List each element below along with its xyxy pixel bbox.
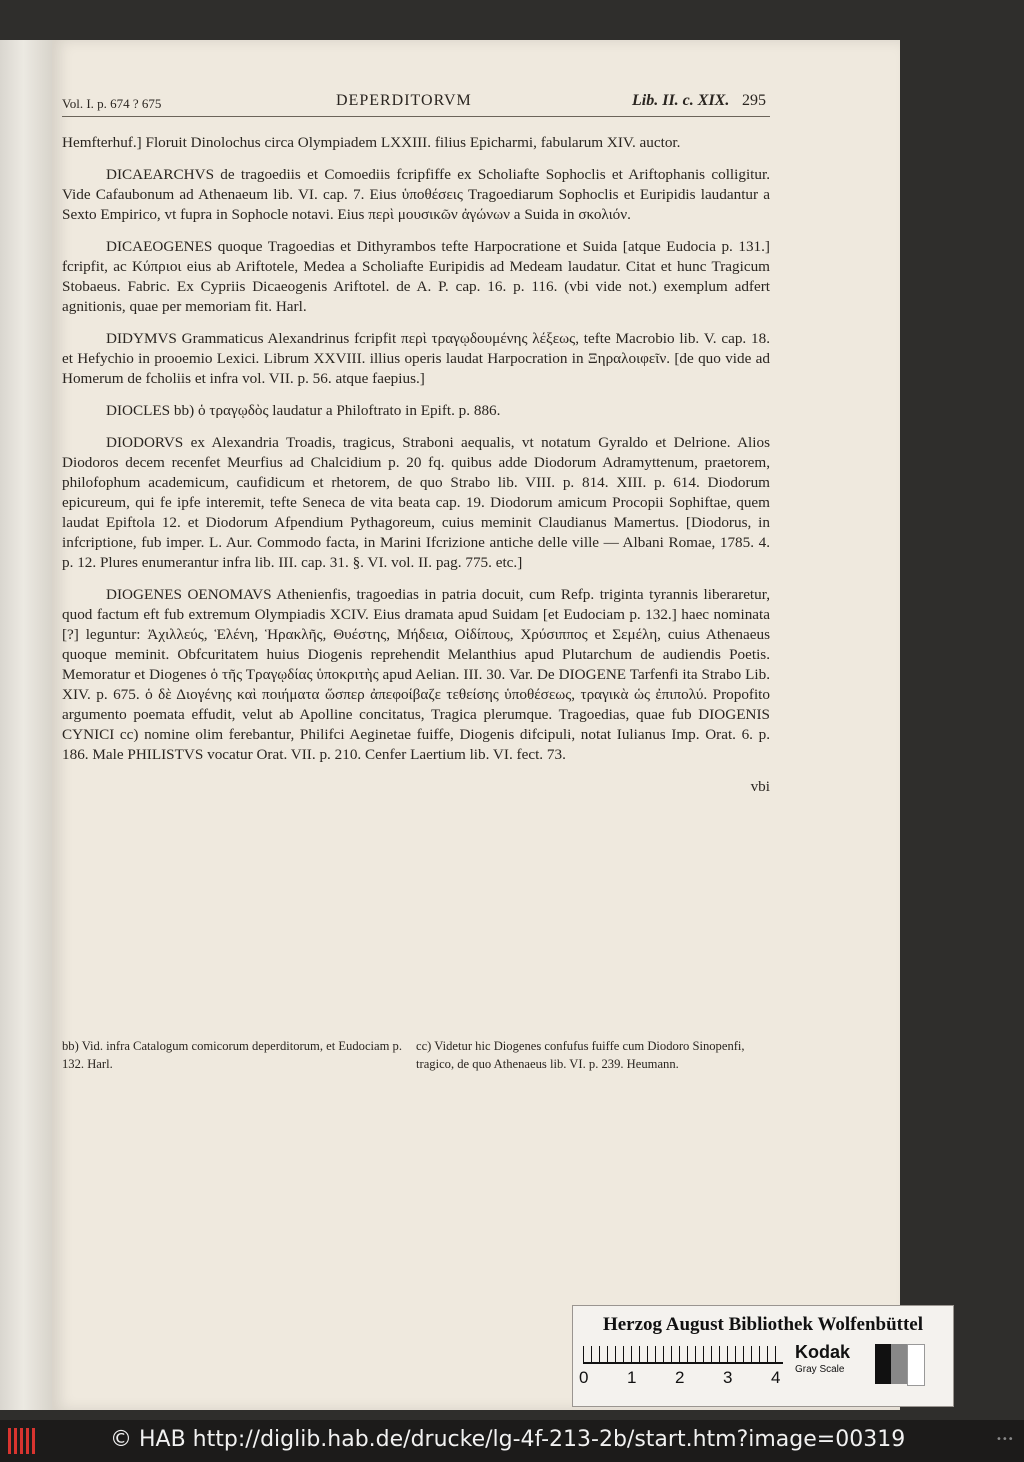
paragraph: DICAEARCHVS de tragoediis et Comoediis fcripfiffe ex Scholiafte Sophoclis et Ariftophanis colligitur. Vide Cafaubonum ad Athenaeum lib. VI. cap. 7. Eius ὑποθέσεις Tragoediarum Sophoclis et Euripidis laudantur a Sexto Empirico, vt fupra in Sophocle notavi. Eius περὶ μουσικῶν ἀγώνων a Suida in σκολιόν. xyxy=(62,166,770,223)
main-text xyxy=(62,133,770,1013)
header-book-chapter: Lib. II. c. XIX. xyxy=(632,92,730,109)
library-name: Herzog August Bibliothek Wolfenbüttel xyxy=(602,1314,924,1335)
copyright-url[interactable]: © HAB http://diglib.hab.de/drucke/lg-4f-213-2b/start.htm?image=00319 xyxy=(110,1427,906,1452)
footnote-cc: cc) Videtur hic Diogenes confufus fuiffe cum Diodoro Sinopenfi, tragico, de quo Athenaeus lib. VI. p. 239. Heumann. xyxy=(416,1039,745,1071)
catchword: vbi xyxy=(750,778,770,795)
scale-number: 1 xyxy=(627,1368,637,1387)
gray-swatch-white xyxy=(907,1344,925,1386)
gray-swatch-mid xyxy=(891,1344,907,1384)
paragraph: DIDYMVS Grammaticus Alexandrinus fcripfit περὶ τραγῳδουμένης λέξεως, tefte Macrobio lib. V. cap. 18. et Hefychio in prooemio Lexici. Librum XXVIII. illius operis laudat Harpocration in Ξηραλοιφεῖν. [de quo vide ad Homerum de fcholiis et infra vol. VII. p. 56. atque faepius.] xyxy=(62,330,770,387)
gray-swatch-black xyxy=(875,1344,891,1384)
paragraph: DIODORVS ex Alexandria Troadis, tragicus, Straboni aequalis, vt notatum Gyraldo et Delrione. Alios Diodoros decem recenfet Meurfius ad Chalcidium p. 20 fq. quibus adde Diodorum Adramyttenum, praetorem, philofophum academicum, caufidicum et rhetorem, de quo Strabo lib. VIII. p. 814. XIII. p. 614. Diodorum epicureum, qui fe ipfe interemit, tefte Seneca de vita beata cap. 19. Diodorum amicum Procopii Sophiftae, quem laudat Epiftola 12. et Diodorum Afpendium Pythagoreum, cuius meminit Claudianus Mamertus. [Diodorus, in infcriptione, fub imper. L. Aur. Commodo facta, in Marini Ifcrizione antiche delle ville — Albani Romae, 1785. 4. p. 12. Plures enumerantur infra lib. III. cap. 31. §. VI. vol. II. pag. 775. etc.] xyxy=(62,434,770,571)
library-color-scale-label xyxy=(572,1305,954,1407)
ellipsis-icon: ••• xyxy=(996,1434,1014,1445)
kodak-brand: Kodak xyxy=(795,1342,851,1362)
header-rule xyxy=(62,116,770,117)
running-header xyxy=(62,92,770,114)
left-page-edge xyxy=(0,40,54,1410)
paragraph: DIOGENES OENOMAVS Athenienfis, tragoedias in patria docuit, cum Refp. triginta tyrannis liberaretur, quod factum eft fub extremum Olympiadis XCIV. Eius dramata apud Suidam [et Eudociam p. 132.] haec nominata [?] leguntur: Ἀχιλλεύς, Ἑλένη, Ἡρακλῆς, Θυέστης, Μήδεια, Οἰδίπους, Χρύσιππος et Σεμέλη, cuius Athenaeus quoque meminit. Obfcuritatem huius Diogenis reprehendit Melanthius apud Plutarchum de audiendis Poetis. Memoratur et Diogenes ὁ τῆς Τραγῳδίας ὑποκριτὴς apud Aelian. III. 30. Var. De DIOGENE Tarfenfi ita Strabo Lib. XIV. p. 675. ὁ δὲ Διογένης καὶ ποιήματα ὥσπερ ἀπεφοίβαζε τεθείσης ὑποθέσεως, τραγικὰ ὡς ἐπιπολύ. Propofito argumento poemata effudit, velut ab Apolline concitatus, Tragica plerumque. Tragoedias, quae fub DIOGENIS CYNICI cc) nomine olim ferebantur, Philifci Aeginetae fuiffe, Diogenis difcipuli, notat Iulianus Imp. Orat. 6. p. 186. Male PHILISTVS vocatur Orat. VII. p. 210. Cenfer Laertium lib. VI. fect. 73. xyxy=(62,586,770,763)
header-volume-ref: Vol. I. p. 674 ? 675 xyxy=(62,96,162,111)
footnote-bb: bb) Vid. infra Catalogum comicorum deperditorum, et Eudociam p. 132. Harl. xyxy=(62,1039,403,1071)
hab-logo-icon xyxy=(8,1428,38,1454)
page-number: 295 xyxy=(742,92,766,109)
gray-scale-caption: Gray Scale xyxy=(795,1364,845,1375)
paragraph: DICAEOGENES quoque Tragoedias et Dithyrambos tefte Harpocratione et Suida [atque Eudocia p. 131.] fcripfit, ac Κύπριοι eius ab Ariftotele, Medea a Scholiafte Euripidis ad Medeam laudatur. Citat et hunc Tragicum Stobaeus. Fabric. Ex Cypriis Dicaeogenis Ariftotel. de A. P. cap. 16. p. 116. (vbi vide not.) exemplum adfert agnitionis, quae per memoriam fit. Harl. xyxy=(62,238,770,315)
scale-number: 4 xyxy=(771,1368,781,1387)
scale-number: 3 xyxy=(723,1368,733,1387)
header-title: DEPERDITORVM xyxy=(336,92,472,109)
scale-number: 2 xyxy=(675,1368,685,1387)
footer-bar xyxy=(0,1420,1024,1462)
scale-number: 0 xyxy=(579,1368,589,1387)
ruler-ticks xyxy=(583,1346,783,1364)
paragraph: Hemfterhuf.] Floruit Dinolochus circa Olympiadem LXXIII. filius Epicharmi, fabularum XIV. auctor. xyxy=(62,134,681,151)
paragraph: DIOCLES bb) ὁ τραγῳδὸς laudatur a Philoftrato in Epift. p. 886. xyxy=(106,402,501,419)
footnotes xyxy=(62,1037,770,1107)
